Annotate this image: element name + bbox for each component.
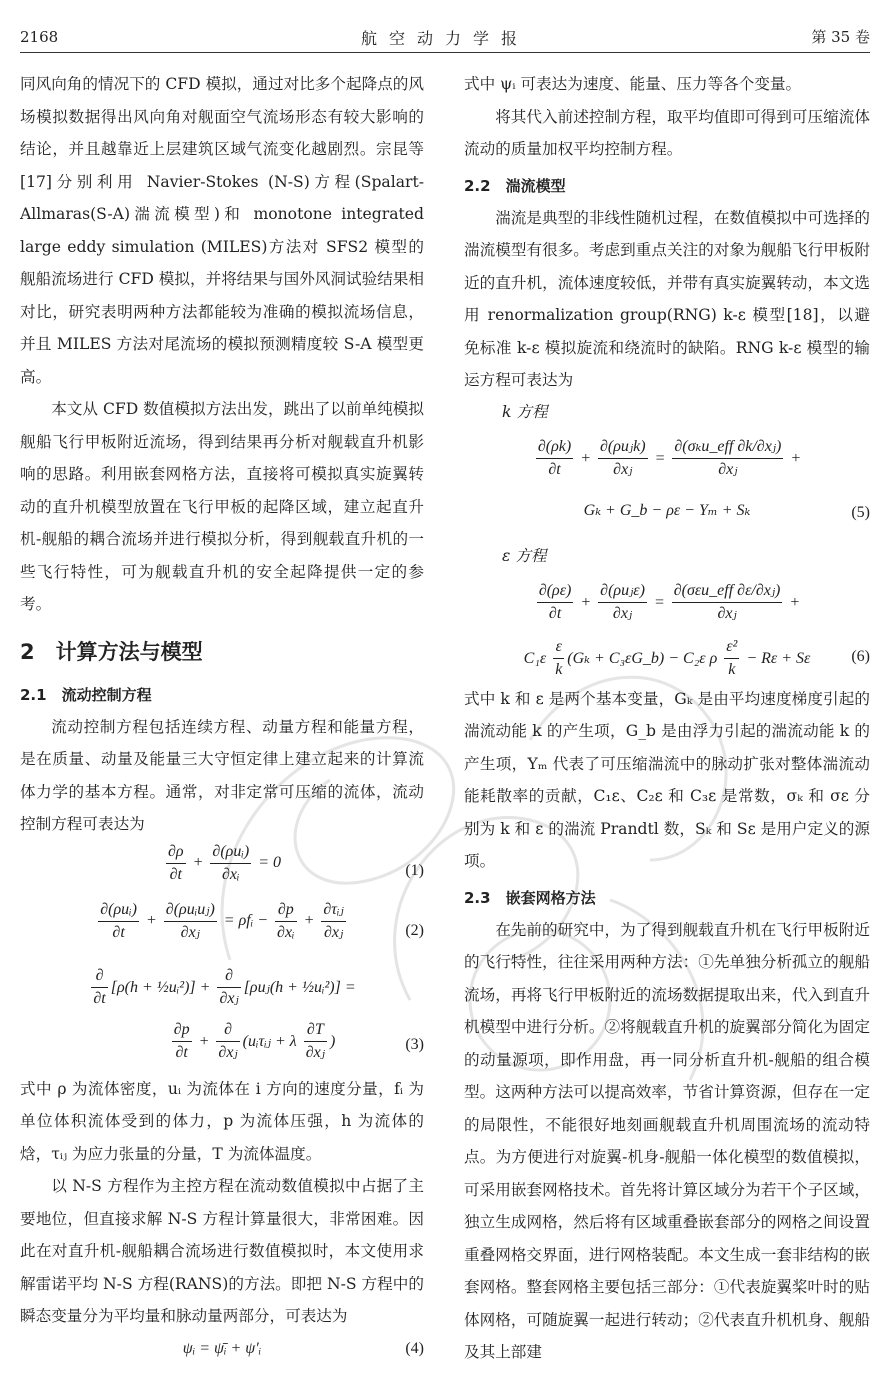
equation-label: ε 方程	[502, 546, 547, 565]
paragraph: 式中 k 和 ε 是两个基本变量，Gₖ 是由平均速度梯度引起的湍流动能 k 的产生项，G_b 是由浮力引起的湍流动能 k 的产生项，Yₘ 代表了可压缩湍流中的脉动扩张对整体湍流动能耗散率的贡献，C₁ε、C₂ε 和 C₃ε 是常数，σₖ 和 σε 分别为 k 和 ε 的湍流 Prandtl 数，Sₖ 和 Sε 是用户定义的源项。	[464, 689, 870, 870]
paragraph: 湍流是典型的非线性随机过程，在数值模拟中可选择的湍流模型有很多。考虑到重点关注的对象为舰船飞行甲板附近的直升机，流体速度较低，并带有真实旋翼转动，本文选用 renormalization group(RNG) k-ε 模型[18]，以避免标准 k-ε 模拟旋流和绕流时的缺陷。RNG k-ε 模型的输运方程可表达为	[464, 208, 870, 389]
equation-6: $\frac{\partial(\rho\varepsilon)}{\partial t}$ + $\frac{\text{∂(ρuⱼε)}}{\text{∂xⱼ}}$ = $\frac{\text{∂(σεu\_eff ∂ε/∂xⱼ)}}{\text{∂xⱼ}}$ + C₁ε $\frac{\varepsilon}{k}$ (Gₖ + C₃εG_b) − C₂ε ρ $\frac{\text{ε²}}{k}$ − Rε + Sε (6)	[523, 582, 870, 679]
paragraph: 式中 ρ 为流体密度，uᵢ 为流体在 i 方向的速度分量，fᵢ 为单位体积流体受到的体力，p 为流体压强，h 为流体的焓，τᵢⱼ 为应力张量的分量，T 为流体温度。	[20, 1079, 424, 1163]
paragraph: 将其代入前述控制方程，取平均值即可得到可压缩流体流动的质量加权平均控制方程。	[464, 107, 870, 158]
paragraph: 流动控制方程包括连续方程、动量方程和能量方程，是在质量、动量及能量三大守恒定律上建立起来的计算流体力学的基本方程。通常，对非定常可压缩的流体，流动控制方程可表达为	[20, 717, 424, 833]
equation-5: $\frac{\partial(\rho k)}{\partial t}$ + $\frac{\text{∂(ρuⱼk)}}{\text{∂xⱼ}}$ = $\frac{\text{∂(σₖu\_eff ∂k/∂xⱼ)}}{\text{∂xⱼ}}$ + Gₖ + G_b − ρε − Yₘ + Sₖ (5)	[464, 427, 870, 541]
left-column	[20, 68, 424, 1365]
equation-2: $\frac{\text{∂(ρuᵢ)}}{\partial t}$ + $\frac{\text{∂(ρuᵢuⱼ)}}{\text{∂xⱼ}}$ = ρfᵢ − $\frac{\partial p}{\text{∂xᵢ}}$ + $\frac{\text{∂τᵢⱼ}}{\text{∂xⱼ}}$ (2)	[20, 899, 424, 959]
equation-number: (3)	[405, 1035, 424, 1053]
section-heading: 2 计算方法与模型	[20, 639, 203, 664]
page-number: 2168	[20, 28, 59, 46]
paragraph: 同风向角的情况下的 CFD 模拟，通过对比多个起降点的风场模拟数据得出风向角对舰面空气流场形态有较大影响的结论，并且越靠近上层建筑区域气流变化越剧烈。宗昆等[17]分别利用 Navier-Stokes (N-S)方程(Spalart-Allmaras(S-A)湍流模型)和 monotone integrated large eddy simulation (MILES)方法对 SFS2 模型的舰船流场进行 CFD 模拟，并将结果与国外风洞试验结果相对比，研究表明两种方法都能较为准确的模拟流场信息，并且 MILES 方法对尾流场的模拟预测精度较 S-A 模型更高。	[20, 75, 424, 386]
subsection-heading: 2.1 流动控制方程	[20, 685, 152, 704]
equation-number: (5)	[851, 503, 870, 521]
subsection-heading: 2.3 嵌套网格方法	[464, 888, 596, 907]
equation-4: ψᵢ = ψ̄ᵢ + ψ′ᵢ (4)	[20, 1333, 424, 1365]
paragraph: 式中 ψᵢ 可表达为速度、能量、压力等各个变量。	[464, 75, 802, 93]
paragraph: 在先前的研究中，为了得到舰载直升机在飞行甲板附近的飞行特性，往往采用两种方法：①先单独分析孤立的舰船流场，再将飞行甲板附近的流场数据提取出来，代入到直升机模型中进行分析。②将舰载直升机的旋翼部分简化为固定的动量源项，即作用盘，再一同分析直升机-舰船的组合模型。这两种方法可以提高效率，节省计算资源，但存在一定的局限性，不能很好地刻画舰载直升机周围流场的流动特点。为方便进行对旋翼-机身-舰船一体化模型的数值模拟，可采用嵌套网格技术。首先将计算区域分为若干个子区域，独立生成网格，然后将有区域重叠嵌套部分的网格之间设置重叠网格交界面，进行网格装配。本文生成一套非结构的嵌套网格。整套网格主要包括三部分：①代表旋翼桨叶时的贴体网格，可随旋翼一起进行转动；②代表直升机机身、舰船及其上部建	[464, 920, 870, 1361]
journal-title: 航空动力学报	[360, 29, 529, 48]
page-header	[20, 26, 870, 53]
equation-number: (1)	[405, 861, 424, 879]
equation-number: (2)	[405, 921, 424, 939]
equation-1: $\frac{\partial\rho}{\partial t}$ + $\frac{\text{∂(ρuᵢ)}}{\text{∂xᵢ}}$ = 0 (1)	[20, 841, 424, 895]
equation-number: (4)	[405, 1339, 424, 1357]
subsection-heading: 2.2 湍流模型	[464, 176, 566, 195]
paragraph: 本文从 CFD 数值模拟方法出发，跳出了以前单纯模拟舰船飞行甲板附近流场，得到结果再分析对舰载直升机影响的思路。利用嵌套网格方法，直接将可模拟真实旋翼转动的直升机模型放置在飞行甲板的起降区域，建立起直升机-舰船的耦合流场并进行模拟分析，得到舰载直升机的一些飞行特性，可为舰载直升机的安全起降提供一定的参考。	[20, 400, 424, 613]
volume-label: 第 35 卷	[811, 28, 870, 46]
equation-label: k 方程	[502, 402, 548, 421]
equation-3: $\frac{\partial}{\partial t}$ [ρ(h + ½uᵢ²)] + $\frac{\partial}{\text{∂xⱼ}}$ [ρuⱼ(h + ½uᵢ²)] = $\frac{\partial p}{\partial t}$ + $\frac{\partial}{\text{∂xⱼ}}$ (uᵢτᵢⱼ + λ $\frac{\partial T}{\text{∂xⱼ}}$ ) (3)	[93, 967, 424, 1062]
paragraph: 以 N-S 方程作为主控方程在流动数值模拟中占据了主要地位，但直接求解 N-S 方程计算量很大，非常困难。因此在对直升机-舰船耦合流场进行数值模拟时，本文使用求解雷诺平均 N-S 方程(RANS)的方法。即把 N-S 方程中的瞬态变量分为平均量和脉动量两部分，可表达为	[20, 1177, 424, 1325]
right-column	[464, 68, 870, 1369]
equation-number: (6)	[851, 647, 870, 665]
